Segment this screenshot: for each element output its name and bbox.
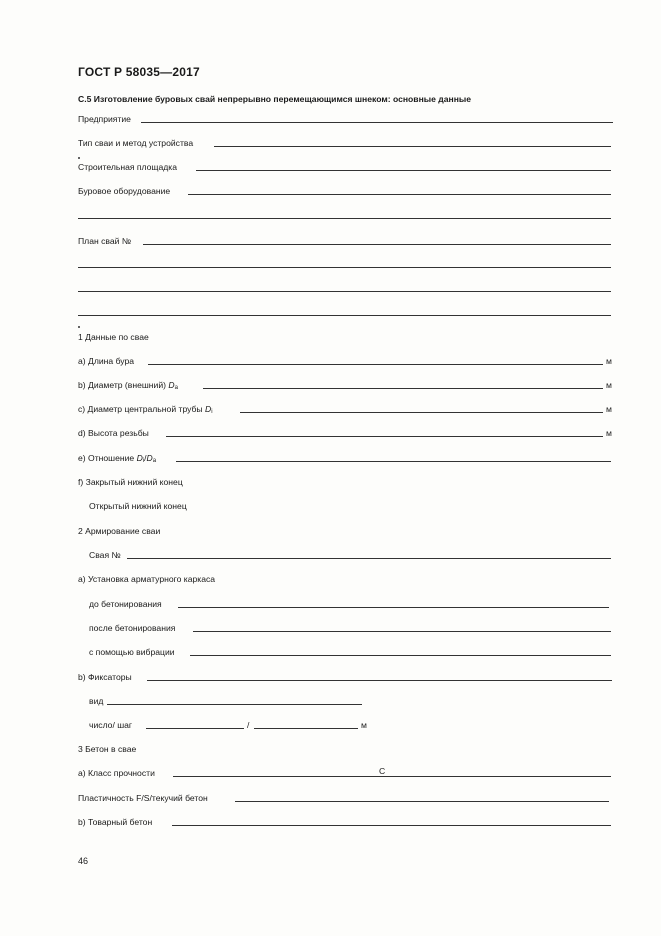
fill-line[interactable] [147,680,612,681]
field-label: а) Установка арматурного каркаса [78,574,216,584]
fill-line[interactable] [172,825,611,826]
fill-line[interactable] [178,607,609,608]
field-label: b) Товарный бетон [78,817,153,827]
slash: / [247,720,250,730]
field-label: с помощью вибрации [89,647,175,657]
section-heading: 2 Армирование сваи [78,526,161,536]
fill-line[interactable] [203,388,603,389]
blank-line[interactable] [78,315,611,316]
blank-line[interactable] [78,218,611,219]
field-label: План свай № [78,236,132,246]
fill-line[interactable] [240,412,603,413]
field-label: b) Диаметр (внешний) $D_a$ [78,380,178,391]
class-mark: С [379,766,386,776]
blank-line[interactable] [78,291,611,292]
fill-line[interactable] [196,170,611,171]
field-label: Тип сваи и метод устройства [78,138,194,148]
field-label: d) Высота резьбы [78,428,149,438]
fill-line[interactable] [127,558,611,559]
option-label: f) Закрытый нижний конец [78,477,183,487]
field-label: а) Длина бура [78,356,135,366]
fill-line[interactable] [188,194,611,195]
field-label: b) Фиксаторы [78,672,132,682]
field-label: Строительная площадка [78,162,178,172]
field-label: Пластичность F/S/текучий бетон [78,793,208,803]
field-label: е) Отношение $D_i/D_a$ [78,453,157,464]
fill-line[interactable] [254,728,358,729]
option-label: Открытый нижний конец [89,501,187,511]
field-label: Предприятие [78,114,131,124]
unit-label: м [606,404,612,414]
page-number: 46 [78,856,89,866]
fill-line[interactable] [107,704,362,705]
fill-line[interactable] [176,461,611,462]
fill-line[interactable] [166,436,603,437]
fill-line[interactable] [173,776,611,777]
fill-line[interactable] [190,655,611,656]
field-label: с) Диаметр центральной трубы $D_i$ [78,404,213,415]
unit-label: м [606,356,612,366]
field-label: число/ шаг [89,720,133,730]
unit-label: м [361,720,367,730]
unit-label: м [606,380,612,390]
fill-line[interactable] [146,728,244,729]
blank-line[interactable] [78,267,611,268]
field-label: после бетонирования [89,623,176,633]
section-heading: 3 Бетон в свае [78,744,137,754]
field-label: до бетонирования [89,599,162,609]
field-label: а) Класс прочности [78,768,155,778]
stray-dot [78,157,80,159]
fill-line[interactable] [148,364,603,365]
fill-line[interactable] [214,146,611,147]
field-label: Буровое оборудование [78,186,171,196]
fill-line[interactable] [143,244,611,245]
fill-line[interactable] [141,122,613,123]
section-title: С.5 Изготовление буровых свай непрерывно перемещающимся шнеком: основные данные [78,94,472,104]
fill-line[interactable] [235,801,609,802]
document-header: ГОСТ Р 58035—2017 [78,65,200,79]
field-label: вид [89,696,104,706]
fill-line[interactable] [193,631,611,632]
stray-dot [78,326,80,328]
field-label: Свая № [89,550,121,560]
section-heading: 1 Данные по свае [78,332,149,342]
unit-label: м [606,428,612,438]
